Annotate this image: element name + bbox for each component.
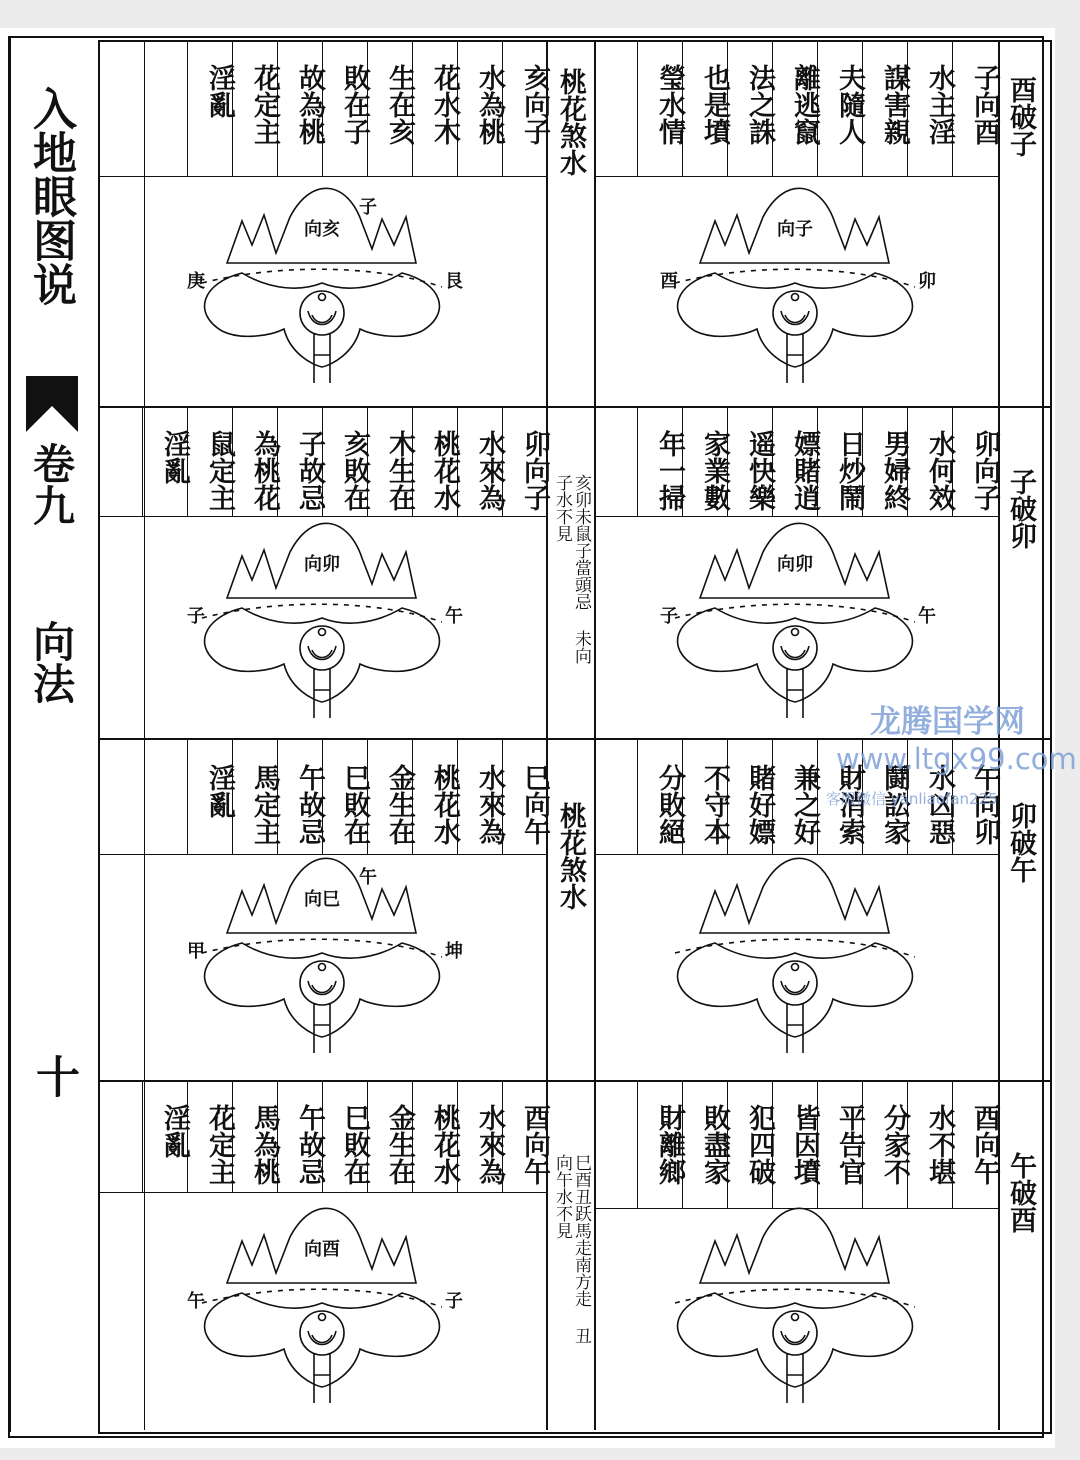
left-label-divider [144, 40, 145, 1430]
verse-column: 財消索 [834, 764, 865, 845]
direction-label: 子 [445, 1291, 463, 1312]
verse-column: 淫亂 [204, 64, 235, 118]
verse-column: 桃花水 [429, 430, 460, 511]
verse-column: 亥敗在 [339, 430, 370, 511]
middle-note-4: 巳酉丑跃馬走南方走 丑向午水不見 [552, 1154, 591, 1344]
volume-label: 卷九 [27, 442, 76, 526]
verse-column: 皆因墳 [789, 1104, 820, 1185]
middle-label-3: 桃花煞水 [555, 802, 586, 910]
verse-column: 鬪訟家 [879, 764, 910, 845]
tomb-landscape-diagram [172, 1203, 472, 1413]
verse-column: 不守本 [699, 764, 730, 845]
direction-label: 子 [660, 606, 678, 627]
verse-column: 謀害親 [879, 64, 910, 145]
verse-column: 兼之好 [789, 764, 820, 845]
tomb-landscape-diagram [172, 853, 472, 1063]
verse-column: 午向卯 [969, 764, 1000, 845]
verse-column: 水不堪 [924, 1104, 955, 1185]
verse-column: 桃花水 [429, 764, 460, 845]
watermark-contact: 客服微信 yanliaofan225 [826, 790, 998, 808]
verse-column-rule [637, 1080, 638, 1208]
scanned-page [0, 28, 1077, 1448]
direction-label: 向卯 [777, 554, 813, 575]
verse-column: 木生在 [384, 430, 415, 511]
right-label-4: 午破酉 [1005, 1152, 1036, 1233]
watermark-url: www.ltgx99.com [836, 742, 1077, 776]
direction-label: 庚 [187, 271, 205, 292]
verse-column: 也是墳 [699, 64, 730, 145]
verse-column: 淫亂 [159, 1104, 190, 1158]
verse-column: 夫隨人 [834, 64, 865, 145]
verse-column: 犯四破 [744, 1104, 775, 1185]
verse-column: 日炒鬧 [834, 430, 865, 511]
middle-divider-2 [594, 40, 596, 1430]
tomb-landscape-diagram [172, 518, 472, 728]
tomb-landscape-diagram [645, 853, 945, 1063]
book-title: 入地眼图说 [25, 86, 76, 306]
verse-column: 水來為 [474, 764, 505, 845]
direction-label: 艮 [445, 271, 463, 292]
text-block-bottom-l1 [98, 176, 546, 177]
verse-column-rule [142, 1080, 143, 1192]
verse-column-rule [142, 406, 143, 516]
verse-column: 遥快樂 [744, 430, 775, 511]
page-number: 十 [28, 1054, 79, 1098]
verse-column: 金生在 [384, 1104, 415, 1185]
verse-column: 法之誅 [744, 64, 775, 145]
verse-column: 巳敗在 [339, 1104, 370, 1185]
verse-column: 水凶惡 [924, 764, 955, 845]
verse-column: 離逃竄 [789, 64, 820, 145]
tomb-landscape-diagram [645, 1203, 945, 1413]
verse-column: 故為桃 [294, 64, 325, 145]
direction-label: 向巳 [304, 889, 340, 910]
direction-label: 向子 [777, 219, 813, 240]
text-block-bottom-l2 [98, 516, 546, 517]
right-label-2: 子破卯 [1005, 468, 1036, 549]
verse-column-rule [187, 40, 188, 176]
verse-column: 馬為桃 [249, 1104, 280, 1185]
direction-label: 午 [445, 606, 463, 627]
direction-label: 向酉 [304, 1239, 340, 1260]
direction-label: 酉 [660, 271, 678, 292]
verse-column: 瑩水情 [654, 64, 685, 145]
verse-column: 午故忌 [294, 1104, 325, 1185]
verse-column: 為桃花 [249, 430, 280, 511]
right-label-3: 卯破午 [1005, 802, 1036, 883]
verse-column: 花定主 [204, 1104, 235, 1185]
direction-label: 午 [187, 1291, 205, 1312]
direction-label: 向卯 [304, 554, 340, 575]
direction-label: 卯 [918, 271, 936, 292]
middle-note-2: 亥卯未鼠子當頭忌 未向子水不見 [552, 474, 591, 664]
verse-column: 水來為 [474, 430, 505, 511]
verse-column: 敗盡家 [699, 1104, 730, 1185]
verse-column: 酉向午 [969, 1104, 1000, 1185]
verse-column: 卯向子 [969, 430, 1000, 511]
verse-column: 酉向午 [519, 1104, 550, 1185]
verse-column: 子故忌 [294, 430, 325, 511]
middle-label-1: 桃花煞水 [555, 68, 586, 176]
verse-column: 年一掃 [654, 430, 685, 511]
verse-column: 午故忌 [294, 764, 325, 845]
middle-divider [546, 40, 548, 1430]
verse-column: 敗在子 [339, 64, 370, 145]
verse-column: 水為桃 [474, 64, 505, 145]
verse-column: 生在亥 [384, 64, 415, 145]
direction-label: 坤 [445, 941, 463, 962]
watermark-name: 龙腾国学网 [870, 704, 1025, 740]
verse-column-rule [187, 740, 188, 854]
verse-column: 桃花水 [429, 1104, 460, 1185]
direction-label: 向亥 [304, 219, 340, 240]
verse-column: 淫亂 [159, 430, 190, 484]
verse-column-rule [637, 740, 638, 854]
verse-column: 賭好嫖 [744, 764, 775, 845]
tomb-landscape-diagram [172, 183, 472, 393]
right-label-1: 酉破子 [1005, 76, 1036, 157]
verse-column: 淫亂 [204, 764, 235, 818]
verse-column: 花定主 [249, 64, 280, 145]
section-label: 向法 [27, 620, 76, 704]
direction-label: 子 [187, 606, 205, 627]
verse-column: 子向酉 [969, 64, 1000, 145]
direction-label: 子 [359, 197, 377, 218]
text-block-bottom-r1 [594, 176, 998, 177]
verse-column: 平告官 [834, 1104, 865, 1185]
verse-column: 嫖賭逍 [789, 430, 820, 511]
verse-column: 水主淫 [924, 64, 955, 145]
direction-label: 午 [918, 606, 936, 627]
verse-column: 分家不 [879, 1104, 910, 1185]
verse-column: 男婦終 [879, 430, 910, 511]
verse-column: 家業數 [699, 430, 730, 511]
verse-column-rule [637, 406, 638, 516]
verse-column: 水來為 [474, 1104, 505, 1185]
verse-column: 鼠定主 [204, 430, 235, 511]
verse-column: 分敗絕 [654, 764, 685, 845]
verse-column: 財離鄉 [654, 1104, 685, 1185]
direction-label: 甲 [187, 941, 205, 962]
tomb-landscape-diagram [645, 183, 945, 393]
divider-left-strip [10, 38, 11, 1432]
direction-label: 午 [359, 867, 377, 888]
text-block-bottom-r2 [594, 516, 998, 517]
verse-column: 花水木 [429, 64, 460, 145]
verse-column-rule [637, 40, 638, 176]
text-block-bottom-l4 [98, 1192, 546, 1193]
verse-column: 巳敗在 [339, 764, 370, 845]
verse-column: 卯向子 [519, 430, 550, 511]
verse-column: 水何效 [924, 430, 955, 511]
verse-column: 馬定主 [249, 764, 280, 845]
verse-column: 金生在 [384, 764, 415, 845]
verse-column: 亥向子 [519, 64, 550, 145]
verse-column: 巳向午 [519, 764, 550, 845]
